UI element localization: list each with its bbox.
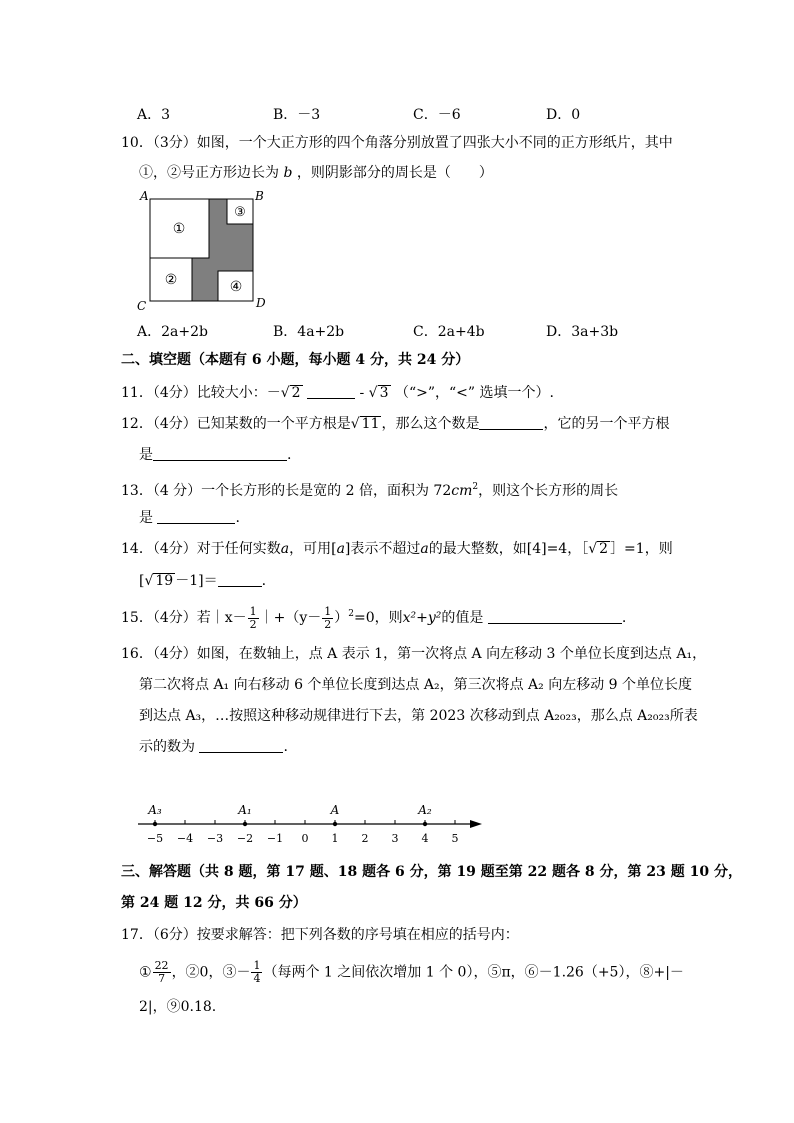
label-sq2: ② bbox=[164, 272, 178, 288]
q16-line4 bbox=[139, 737, 288, 757]
section3-heading-line1: 三、解答题（共 8 题，第 17 题、18 题各 6 分，第 19 题至第 22 题各 8 分，第 23 题 10 分， bbox=[121, 864, 742, 880]
tick-label-8: 3 bbox=[391, 832, 399, 845]
q9-option-b: B．－3 bbox=[273, 107, 321, 123]
q12-line1: 12．（4分）已知某数的一个平方根是√ 11 ，那么这个数是 ，它的另一个平方根 bbox=[121, 416, 670, 432]
q10-stem-line2 bbox=[139, 163, 493, 183]
q9-option-a: A．3 bbox=[137, 107, 171, 123]
q14-var-a2: a bbox=[336, 541, 345, 557]
point-dot-2 bbox=[333, 822, 337, 826]
q14-root: 2 bbox=[599, 541, 609, 557]
q11-suffix: （“>”，“<” 选填一个）. bbox=[394, 385, 554, 401]
q15-expr: x²+y² bbox=[402, 610, 442, 626]
q13-unit: cm bbox=[451, 483, 473, 499]
point-label-0: A₃ bbox=[148, 803, 162, 817]
q10-option-a: A．2a+2b bbox=[137, 324, 208, 340]
q17-text2: ，②0，③－ bbox=[171, 964, 251, 981]
tick-label-6: 1 bbox=[331, 832, 339, 845]
q10-text: ①，②号正方形边长为 bbox=[139, 165, 279, 181]
q17-frac1: $\frac{22}{7}$ bbox=[154, 959, 169, 985]
q17-line1: 17．（6分）按要求解答：把下列各数的序号填在相应的括号内： bbox=[121, 927, 519, 943]
q12-mid: ，那么这个数是 bbox=[381, 416, 480, 432]
q16-line4-text: 示的数为 bbox=[139, 739, 195, 755]
label-b: B bbox=[255, 189, 264, 203]
tick-label-9: 4 bbox=[421, 832, 429, 845]
q10-stem-line1: 10．（3分）如图，一个大正方形的四个角落分别放置了四张大小不同的正方形纸片，其中 bbox=[121, 135, 673, 151]
q10-figure bbox=[134, 186, 274, 312]
axis-arrow bbox=[470, 820, 482, 828]
q16-number-line bbox=[130, 796, 490, 850]
section3-heading-line2: 第 24 题 12 分，共 66 分） bbox=[121, 895, 307, 911]
label-sq3: ③ bbox=[234, 205, 246, 220]
q11-root1: 2 bbox=[291, 385, 301, 401]
q14-open: [ bbox=[139, 573, 145, 589]
q15-mid2: ） bbox=[334, 610, 349, 626]
q15-end: . bbox=[621, 610, 627, 626]
tick-label-7: 2 bbox=[361, 832, 369, 845]
q15 bbox=[121, 604, 626, 631]
q13-end: . bbox=[235, 510, 240, 526]
q15-pow: 2 bbox=[348, 609, 354, 619]
q17-line3: 2|，⑨0.18. bbox=[139, 999, 217, 1015]
q13-pow: 2 bbox=[472, 482, 479, 492]
label-a: A bbox=[140, 189, 149, 203]
q13-suffix: ，则这个长方形的周长 bbox=[478, 483, 619, 499]
q16-line2: 第二次将点 A₁ 向右移动 6 个单位长度到达点 A₂，第三次将点 A₂ 向左移动 9 个单位长度 bbox=[139, 677, 693, 693]
q13-line2-text: 是 bbox=[139, 510, 153, 526]
q12-root: 11 bbox=[361, 416, 380, 432]
q15-frac1: $\frac{1}{2}$ bbox=[249, 604, 257, 631]
tick-label-0: −5 bbox=[146, 832, 164, 845]
q17-text3: （每两个 1 之间依次增加 1 个 0），⑤π，⑥－1.26（+5），⑧+|－ bbox=[263, 964, 684, 981]
q14-var-a3: a bbox=[420, 541, 429, 557]
q15-frac2: $\frac{1}{2}$ bbox=[324, 604, 332, 631]
label-c: C bbox=[137, 299, 147, 312]
q12-after: ，它的另一个平方根 bbox=[543, 416, 670, 432]
q12-end: . bbox=[287, 447, 292, 463]
q11: 11．（4分）比较大小：－√ 2 - √ 3 （“>”，“<” 选填一个）. bbox=[121, 385, 554, 401]
q14-mid2: ]表示不超过 bbox=[344, 541, 421, 557]
q12-line2-text: 是 bbox=[139, 447, 153, 463]
label-d: D bbox=[256, 296, 266, 310]
q14-mid1: ，可用[ bbox=[289, 541, 337, 557]
label-sq4: ④ bbox=[229, 279, 243, 295]
q17-line2 bbox=[139, 960, 684, 985]
point-label-2: A bbox=[330, 803, 340, 817]
point-dot-1 bbox=[243, 822, 247, 826]
point-label-1: A₁ bbox=[238, 803, 252, 817]
tick-label-10: 5 bbox=[451, 832, 459, 845]
q15-suffix: 的值是 bbox=[441, 610, 484, 626]
q11-root2: 3 bbox=[379, 385, 389, 401]
q14-var-a1: a bbox=[280, 541, 290, 557]
q14-end: . bbox=[261, 573, 267, 589]
q14-line1: 14．（4分）对于任何实数a，可用[a]表示不超过a的最大整数，如[4]=4，［√ 2 ］=1，则 bbox=[121, 541, 673, 557]
q16-blank[interactable] bbox=[199, 738, 283, 753]
q11-mid: - bbox=[359, 385, 369, 401]
q13-line2 bbox=[139, 508, 240, 528]
tick-label-5: 0 bbox=[301, 832, 309, 845]
point-label-3: A₂ bbox=[418, 803, 432, 817]
q14-mid3: 的最大整数，如[4]=4，［ bbox=[428, 541, 589, 557]
tick-label-1: −4 bbox=[176, 832, 194, 845]
tick-label-3: −2 bbox=[236, 832, 254, 845]
q16-line1: 16．（4分）如图，在数轴上，点 A 表示 1，第一次将点 A 向左移动 3 个单位长度到达点 A₁， bbox=[121, 646, 707, 662]
q16-end: . bbox=[283, 739, 288, 755]
q14-root2: 19 bbox=[155, 573, 174, 589]
q17-num1: ① bbox=[139, 964, 152, 981]
q14-blank[interactable] bbox=[218, 572, 262, 587]
point-dot-0 bbox=[153, 822, 157, 826]
q13-line1 bbox=[121, 477, 618, 501]
q14-line2: [√ 19 －1]＝ . bbox=[139, 573, 267, 589]
q15-mid: ｜+（y－ bbox=[259, 610, 322, 626]
tick-label-4: −1 bbox=[266, 832, 284, 845]
q10-var-b: b bbox=[283, 165, 293, 181]
q11-prefix: 11．（4分）比较大小：－ bbox=[121, 385, 281, 401]
q13-blank[interactable] bbox=[157, 509, 235, 524]
q12-blank2[interactable] bbox=[153, 446, 287, 461]
section2-heading: 二、填空题（本题有 6 小题，每小题 4 分，共 24 分） bbox=[121, 352, 470, 368]
label-sq1: ① bbox=[172, 221, 186, 237]
q9-option-d: D．0 bbox=[546, 107, 581, 123]
tick-label-2: −3 bbox=[206, 832, 224, 845]
q14-prefix: 14．（4分）对于任何实数 bbox=[121, 541, 281, 557]
q15-blank[interactable] bbox=[488, 609, 622, 624]
q9-option-c: C．－6 bbox=[413, 107, 461, 123]
point-dot-3 bbox=[423, 822, 427, 826]
q14-mid4: ］=1，则 bbox=[610, 541, 673, 557]
q15-prefix: 15．（4分）若｜x－ bbox=[121, 610, 247, 626]
q11-blank[interactable] bbox=[307, 384, 355, 399]
q10-text-end: ，则阴影部分的周长是（ ） bbox=[296, 165, 493, 181]
q16-line3: 到达点 A₃，…按照这种移动规律进行下去，第 2023 次移动到点 A₂₀₂₃，那么点 A₂₀₂₃所表 bbox=[139, 708, 698, 724]
q12-prefix: 12．（4分）已知某数的一个平方根是 bbox=[121, 416, 351, 432]
q14-l2-mid: －1]＝ bbox=[175, 573, 218, 589]
q12-line2 bbox=[139, 445, 291, 465]
q17-frac2: $\frac{1}{4}$ bbox=[253, 959, 261, 985]
q15-mid3: =0，则 bbox=[354, 610, 403, 626]
q13-prefix: 13．（4 分）一个长方形的长是宽的 2 倍，面积为 72 bbox=[121, 483, 452, 499]
q10-option-c: C．2a+4b bbox=[413, 324, 485, 340]
q10-option-b: B．4a+2b bbox=[273, 324, 345, 340]
q12-blank1[interactable] bbox=[479, 415, 543, 430]
q10-option-d: D．3a+3b bbox=[546, 324, 619, 340]
